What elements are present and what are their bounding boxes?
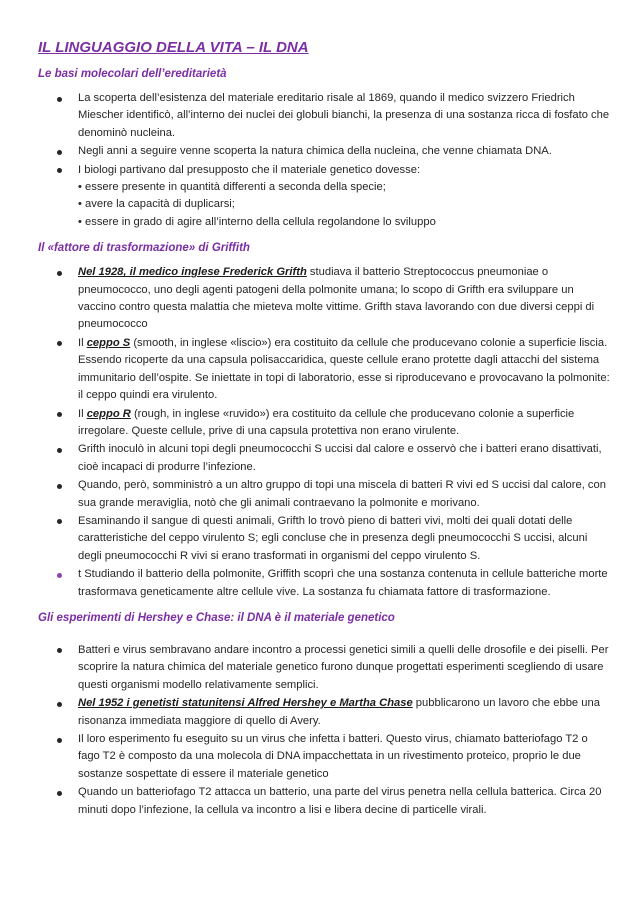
emphasis-text: Nel 1928, il medico inglese Frederick Grifth (78, 266, 307, 279)
list-item (38, 695, 610, 730)
emphasis-text: Nel 1952 i genetisti statunitensi Alfred Hershey e Martha Chase (78, 697, 413, 710)
section-heading-griffith: Il «fattore di trasformazione» di Griffith (38, 242, 250, 255)
list-item (38, 441, 610, 476)
list-item (38, 477, 610, 512)
document-title: IL LINGUAGGIO DELLA VITA – IL DNA (38, 39, 309, 56)
section-heading-hershey-chase: Gli esperimenti di Hershey e Chase: il DNA è il materiale genetico (38, 611, 395, 624)
section-1-list (38, 90, 610, 231)
list-item (38, 784, 610, 819)
list-item-text: Esaminando il sangue di questi animali, Grifth lo trovò pieno di batteri vivi, molti dei quali dotati delle caratteristiche del ceppo virulento S; egli concluse che in presenza degli pneumococchi S uccisi, alcuni degli pneumococchi R vivi si erano trasformati in organismi del ceppo virulento S. (78, 514, 588, 562)
list-item (38, 143, 610, 160)
section-heading-basi-molecolari: Le basi molecolari dell’ereditarietà (38, 68, 227, 80)
sub-item: • essere presente in quantità differenti a seconda della specie; (78, 181, 386, 194)
list-item-text: pubblicarono un lavoro che ebbe una risonanza immediata maggiore di quello di Avery. (78, 697, 600, 727)
emphasis-text: ceppo R (86, 407, 131, 420)
list-item (38, 566, 610, 601)
list-item-text: Grifth inoculò in alcuni topi degli pneumococchi S uccisi dal calore e osservò che i batteri erano disattivati, cioè incapaci di produrre l’infezione. (78, 443, 602, 473)
list-item-prefix: Il (78, 407, 87, 420)
sub-item: • avere la capacità di duplicarsi; (78, 198, 235, 211)
list-item-text: Negli anni a seguire venne scoperta la natura chimica della nucleina, che venne chiamata DNA. (78, 145, 552, 158)
list-item (38, 513, 610, 565)
section-2-list (38, 264, 610, 601)
list-item-text: La scoperta dell’esistenza del materiale ereditario risale al 1869, quando il medico svizzero Friedrich Miescher identificò, all’interno dei nuclei dei globuli bianchi, la presenza di una sostanza ricca di fosfato che denominò nucleina. (78, 92, 610, 139)
list-item-text: Quando un batteriofago T2 attacca un batterio, una parte del virus penetra nella cellula batterica. Circa 20 minuti dopo l’infezione, la cellula va incontro a lisi e libera decine di particelle virali. (78, 786, 602, 816)
list-item-text: Il loro esperimento fu eseguito su un virus che infetta i batteri. Questo virus, chiamato batteriofago T2 o fago T2 è composto da una molecola di DNA impacchettata in un rivestimento proteico, proprio le due sostanze sospettate di essere il materiale genetico (78, 733, 588, 780)
list-item (38, 264, 610, 334)
list-item-text: (rough, in inglese «ruvido») era costituito da cellule che producevano colonie a superficie irregolare. Queste cellule, prive di una capsula protettiva non erano virulente. (78, 407, 575, 437)
list-item (38, 406, 610, 441)
list-item-text: Quando, però, somministrò a un altro gruppo di topi una miscela di batteri R vivi ed S uccisi dal calore, con sua grande meraviglia, notò che gli animali contraevano la polmonite e morivano. (78, 479, 606, 509)
list-item-text: Batteri e virus sembravano andare incontro a processi genetici simili a quelli delle drosofile e dei piselli. Per scoprire la natura chimica del materiale genetico furono dunque progettati esperimenti scegliendo di usare questi organismi modello relativamente semplici. (78, 643, 609, 691)
list-item-text: I biologi partivano dal presupposto che il materiale genetico dovesse: (78, 163, 421, 176)
section-3-list (38, 642, 610, 819)
list-item (38, 162, 610, 232)
sub-item: • essere in grado di agire all’interno della cellula regolandone lo sviluppo (78, 215, 436, 228)
list-item (38, 731, 610, 783)
list-item-text: t Studiando il batterio della polmonite, Griffith scoprì che una sostanza contenuta in cellule batteriche morte trasformava geneticamente altre cellule vive. La sostanza fu chiamata fattore di trasformazione. (78, 568, 608, 598)
list-item (38, 642, 610, 694)
list-item (38, 335, 610, 405)
list-item-text: studiava il batterio Streptococcus pneumoniae o pneumococco, uno degli agenti patogeni della polmonite umana; lo scopo di Grifth era sviluppare un vaccino contro questa malattia che mieteva molte vittime. Grifth stava lavorando con due diversi ceppi di pneumococco (78, 266, 595, 331)
list-item-prefix: Il (78, 336, 87, 349)
list-item-text: (smooth, in inglese «liscio») era costituito da cellule che producevano colonie a superficie liscia. Essendo ricoperte da una capsula polisaccaridica, queste cellule erano protette dagli attacchi del sistema immunitario dell’ospite. Se iniettate in topi di laboratorio, esse si riproducevano e provocavano la polmonite: il ceppo quindi era virulento. (78, 336, 610, 402)
list-item (38, 90, 610, 142)
emphasis-text: ceppo S (86, 336, 131, 349)
